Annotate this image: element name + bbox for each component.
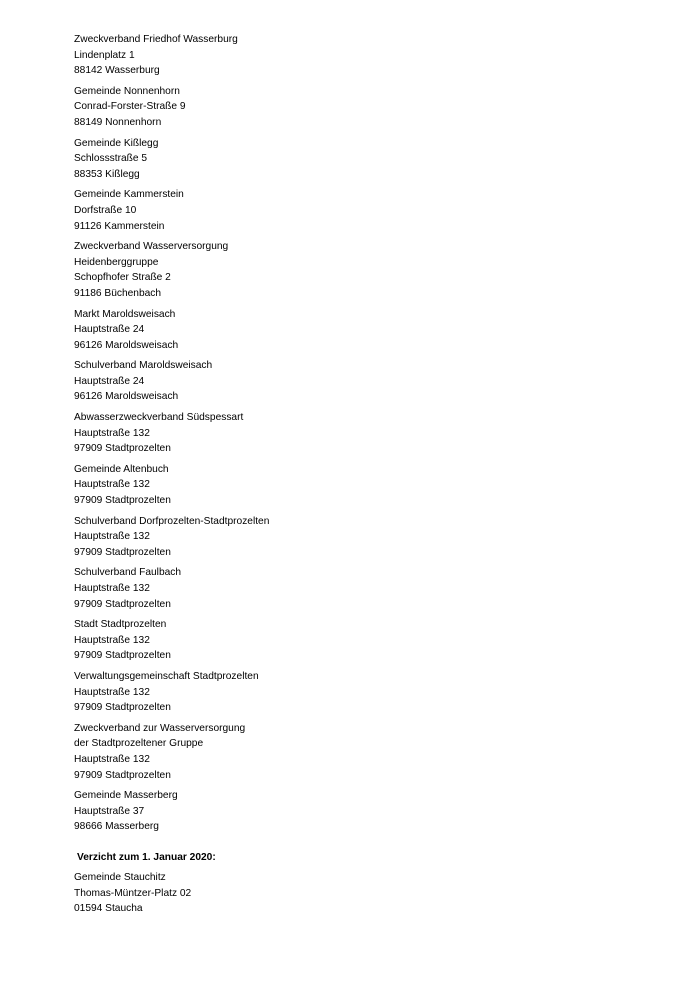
address-line: 97909 Stadtprozelten [74,495,171,507]
address-entry [74,187,654,234]
address-line: Thomas-Müntzer-Platz 02 [74,887,192,899]
address-line: Gemeinde Stauchitz [74,872,166,883]
address-line: 88142 Wasserburg [74,65,160,77]
address-list [74,32,654,840]
address-line: Abwasserzweckverband Südspessart [74,412,244,424]
address-line: Hauptstraße 37 [74,805,145,817]
address-entry [74,462,654,509]
address-line: Gemeinde Altenbuch [74,463,169,475]
address-line: Hauptstraße 132 [74,583,150,594]
address-line: Zweckverband zur Wasserversorgung [74,722,246,734]
address-line: Stadt Stadtprozelten [74,619,167,631]
address-entry [74,84,654,131]
address-entry [74,239,654,301]
address-line: Schulverband Maroldsweisach [74,360,213,372]
address-line: Hauptstraße 132 [74,686,150,698]
address-line: 91126 Kammerstein [74,220,165,232]
address-line: 97909 Stadtprozelten [74,546,171,558]
address-line: 96126 Maroldsweisach [74,391,179,403]
address-line: Schulverband Faulbach [74,567,182,579]
address-line: Verwaltungsgemeinschaft Stadtprozelten [74,670,259,682]
address-line: Hauptstraße 132 [74,427,150,439]
address-line: Gemeinde Kammerstein [74,189,184,201]
address-line: Heidenberggruppe [74,256,159,268]
address-entry [74,514,654,561]
address-line: Hauptstraße 24 [74,375,145,387]
address-line: 97909 Stadtprozelten [74,443,171,455]
address-entry [74,669,654,716]
address-entry [74,870,654,917]
address-line: 97909 Stadtprozelten [74,769,171,781]
address-entry [74,617,654,664]
address-line: Hauptstraße 132 [74,531,150,543]
address-line: Gemeinde Nonnenhorn [74,85,180,97]
address-line: 01594 Staucha [74,903,143,915]
address-entry [74,32,654,79]
address-line: Conrad-Forster-Straße 9 [74,101,186,113]
address-entry [74,410,654,457]
address-line: Hauptstraße 132 [74,634,150,646]
address-entry [74,565,654,612]
address-line: Dorfstraße 10 [74,204,137,216]
address-line: 88353 Kißlegg [74,168,140,180]
address-line: Gemeinde Kißlegg [74,137,159,149]
address-line: 97909 Stadtprozelten [74,650,171,662]
address-entry [74,358,654,405]
address-entry [74,721,654,783]
address-line: Schulverband Dorfprozelten-Stadtprozelten [74,515,270,527]
address-entry [74,307,654,354]
waiver-address-list [74,870,654,922]
address-line: 91186 Büchenbach [74,287,162,299]
address-line: Lindenplatz 1 [74,49,135,61]
address-line: Schlossstraße 5 [74,153,148,165]
address-line: 96126 Maroldsweisach [74,339,179,351]
section-heading: Verzicht zum 1. Januar 2020: [77,852,216,863]
address-entry [74,136,654,183]
address-line: 98666 Masserberg [74,821,159,833]
address-line: Hauptstraße 132 [74,753,150,765]
address-line: Gemeinde Masserberg [74,790,178,802]
address-line: 97909 Stadtprozelten [74,598,171,610]
address-line: 97909 Stadtprozelten [74,702,171,714]
address-line: 88149 Nonnenhorn [74,116,162,128]
address-entry [74,788,654,835]
address-line: Markt Maroldsweisach [74,308,176,320]
address-line: Zweckverband Friedhof Wasserburg [74,34,238,45]
address-line: Hauptstraße 132 [74,479,150,491]
address-line: Schopfhofer Straße 2 [74,272,171,284]
address-line: Hauptstraße 24 [74,324,145,336]
address-line: der Stadtprozeltener Gruppe [74,738,204,750]
address-line: Zweckverband Wasserversorgung [74,241,229,253]
